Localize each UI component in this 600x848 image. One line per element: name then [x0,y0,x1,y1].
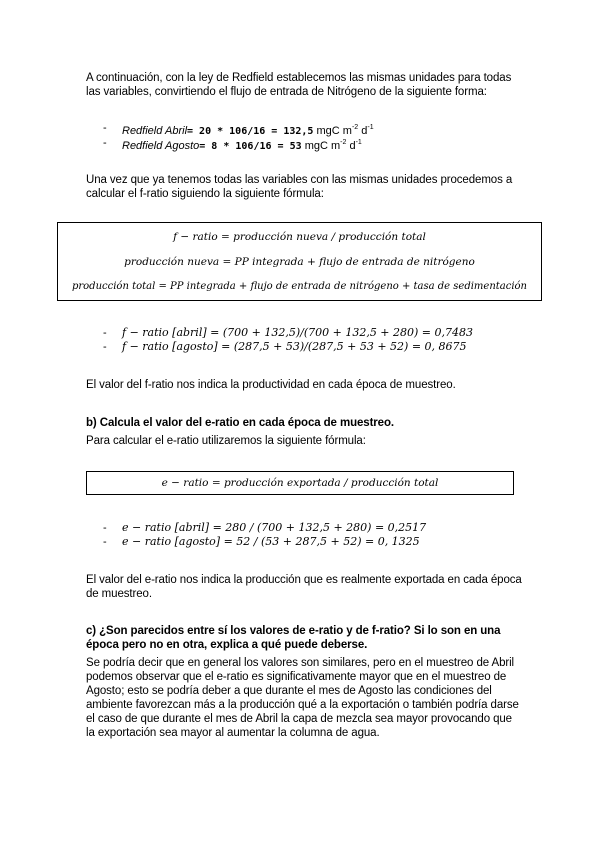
e-ratio-agosto: e − ratio [agosto] = 52 / (53 + 287,5 + 52) = 0, 1325 [122,535,420,548]
unit: d [361,125,368,137]
section-c-body-line-5: el caso de que durante el mes de Abril la capa de mezcla sea mayor provocando que [86,713,512,725]
bullet: - [103,122,107,134]
e-ratio-conclusion-line-2: de muestreo. [86,588,152,600]
exp: -1 [355,139,362,146]
para2-line-2: calcular el f-ratio siguiendo la siguiente fórmula: [86,188,324,200]
produccion-nueva-formula: producción nueva = PP integrada + flujo de entrada de nitrógeno [124,256,475,268]
e-ratio-abril: e − ratio [abril] = 280 / (700 + 132,5 + 280) = 0,2517 [122,521,427,534]
section-c-body-line-1: Se podría decir que en general los valores son similares, pero en el muestreo de Abril [86,657,515,669]
redfield-agosto [122,136,362,154]
intro-line-1: A continuación, con la ley de Redfield establecemos las mismas unidades para todas [86,72,512,84]
section-b-intro: Para calcular el e-ratio utilizaremos la siguiente fórmula: [86,435,366,447]
e-ratio-conclusion-line-1: El valor del e-ratio nos indica la producción que es realmente exportada en cada época [86,574,522,586]
bullet: - [103,327,107,339]
bullet: - [103,137,107,149]
section-b-title: b) Calcula el valor del e-ratio en cada época de muestreo. [86,417,395,429]
redfield-agosto-eq: = 8 * 106/16 = 53 [199,141,302,152]
produccion-total-formula: producción total = PP integrada + flujo de entrada de nitrógeno + tasa de sedimentación [71,281,527,292]
e-ratio-formula-box [86,471,514,495]
e-ratio-formula: e − ratio = producción exportada / producción total [161,477,439,489]
section-c-body-line-6: la exportación sea mayor al aumentar la columna de agua. [86,727,380,739]
bullet: - [103,341,107,353]
f-ratio-formula-box [57,222,542,301]
section-c-title-line-2: época pero no en otra, explica a qué puede deberse. [86,639,368,651]
f-ratio-agosto: f − ratio [agosto] = (287,5 + 53)/(287,5 + 53 + 52) = 0, 8675 [122,340,467,353]
bullet: - [103,536,107,548]
para2-line-1: Una vez que ya tenemos todas las variables con las mismas unidades procedemos a [86,174,513,186]
exp: -1 [367,124,374,131]
section-c-body-line-2: podemos observar que el e-ratio es significativamente mayor que en el muestreo de [86,671,507,683]
section-c-body-line-4: ambiente favorezcan más a la producción qué a la exportación o también podría darse [86,699,519,711]
section-c-body-line-3: Agosto; esto se podría deber a que durante el mes de Agosto las condiciones del [86,685,492,697]
unit: mgC m [304,140,341,152]
exp: -2 [340,139,347,146]
redfield-agosto-label: Redfield Agosto [122,140,200,152]
f-ratio-formula: f − ratio = producción nueva / producción total [173,231,426,243]
redfield-abril-label: Redfield Abril [122,125,188,137]
f-ratio-abril: f − ratio [abril] = (700 + 132,5)/(700 + 132,5 + 280) = 0,7483 [122,326,474,339]
redfield-abril-eq: = 20 * 106/16 = 132,5 [187,126,314,137]
unit: mgC m [316,125,352,137]
exp: -2 [351,124,359,131]
section-c-title-line-1: c) ¿Son parecidos entre sí los valores de e-ratio y de f-ratio? Si lo son en una [86,625,501,637]
f-ratio-conclusion: El valor del f-ratio nos indica la productividad en cada época de muestreo. [86,379,456,391]
bullet: - [103,522,107,534]
unit: d [349,140,356,152]
intro-line-2: las variables, convirtiendo el flujo de entrada de Nitrógeno de la siguiente forma: [86,86,487,98]
